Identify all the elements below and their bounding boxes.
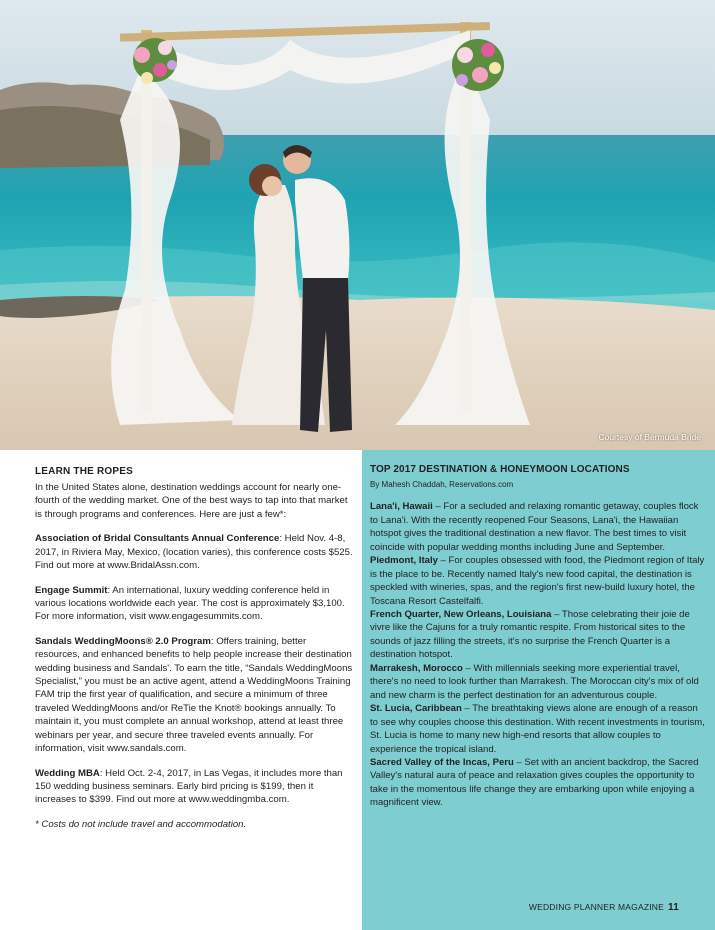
item-name: Engage Summit — [35, 584, 108, 596]
location-name: St. Lucia, Caribbean — [370, 703, 462, 715]
hero-photo — [0, 0, 715, 450]
intro-paragraph: In the United States alone, destination weddings account for nearly one-fourth of the wedding market. One of the best ways to tap into that market is through programs and conferences. Here are just a few*: — [35, 482, 348, 520]
item-name: Wedding MBA — [35, 767, 100, 779]
item-text: : An international, luxury wedding conference held in various locations worldwide each year. The cost is approximately $3,100. For more information, visit www.engagesummits.com. — [35, 584, 345, 623]
location-entry-st-lucia — [370, 702, 706, 756]
wedding-arch-beach-illustration — [0, 0, 715, 450]
location-name: Sacred Valley of the Incas, Peru — [370, 756, 514, 768]
location-text: – For couples obsessed with food, the Piedmont region of Italy is the place to be. Recently named Italy's new food capital, the destination is speckled with wineries, spas, and the region's first new-build luxury hotel, the Toscana Resort Castelfalfi. — [370, 555, 705, 607]
location-text: – For a secluded and relaxing romantic getaway, couples flock to Lana'i. With the recently reopened Four Seasons, Lana'i, the Hawaiian hotspot gives the traditional destination a new flavor. The best times to visit coincide with popular wedding months including June and September. — [370, 501, 699, 553]
location-entry-marrakesh — [370, 662, 706, 702]
location-text: – With millennials seeking more experiential travel, there's no need to look further than Marrakesh. The Moroccan city's mix of old and new charm is the perfect destination for an adventurous couple. — [370, 662, 699, 701]
location-text: – The breathtaking views alone are enough of a reason to see why couples choose this destination. With recent investments in tourism, St. Lucia is home to many new high-end resorts that allow couples to experience the tropical island. — [370, 703, 705, 755]
location-name: Lana'i, Hawaii — [370, 501, 433, 513]
page-footer — [529, 902, 679, 913]
page-number: 11 — [668, 902, 679, 913]
top-locations-sidebar — [362, 450, 715, 930]
item-text: : Offers training, better resources, and enhanced benefits to help people increase their destination wedding business and Sandals'. To earn the title, “Sandals WeddingMoons Specialist,” you must be an active agent, attend a WeddingMoons Training FAM trip the first year of qualification, and secure a minimum of three traveled WeddingMoons and/or ReTie the Knot® bookings annually. To maintain it, you must complete an annual workshop, attend at least three webinars per year, and secure three traveled events annually. For information, visit www.sandals.com. — [35, 635, 353, 755]
location-name: Piedmont, Italy — [370, 555, 438, 567]
item-engage-summit — [35, 584, 353, 624]
location-name: French Quarter, New Orleans, Louisiana — [370, 608, 552, 620]
location-entry-lanai — [370, 500, 706, 554]
item-bridal-consultants — [35, 532, 353, 572]
item-sandals-weddingmoons — [35, 635, 353, 756]
location-name: Marrakesh, Morocco — [370, 662, 463, 674]
learn-the-ropes-heading: LEARN THE ROPES — [35, 466, 134, 477]
magazine-name: WEDDING PLANNER MAGAZINE — [528, 902, 665, 912]
location-text: – Set with an ancient backdrop, the Sacred Valley's natural aura of peace and relaxation gives couples the opportunity to take in the momentous life change they are embarking upon while enjoying a magnificent view. — [370, 756, 699, 809]
item-name: Sandals WeddingMoons® 2.0 Program — [35, 635, 211, 647]
item-name: Association of Bridal Consultants Annual Conference — [35, 533, 280, 545]
location-entry-piedmont — [370, 554, 706, 608]
cost-footnote: * Costs do not include travel and accommodation. — [35, 818, 247, 830]
location-entry-sacred-valley — [370, 756, 706, 810]
location-text: – Those celebrating their joie de vivre like the Cajuns for a truly romantic respite. From historical sites to the sounds of jazz filling the streets, it's no surprise the French Quarter is a destination hotspot. — [370, 608, 690, 661]
byline: By Mahesh Chaddah, Reservations.com — [370, 480, 514, 490]
learn-the-ropes-column — [35, 465, 353, 842]
item-wedding-mba — [35, 767, 353, 807]
flower-bouquet-right — [452, 39, 504, 91]
location-entry-french-quarter — [370, 608, 706, 662]
photo-credit: Courtesy of Bermuda Bride — [598, 432, 701, 442]
item-text: : Held Nov. 4-8, 2017, in Riviera May, Mexico, (location varies), this conference costs $525. Find out more at www.BridalAssn.com. — [35, 533, 353, 572]
top-locations-heading: TOP 2017 DESTINATION & HONEYMOON LOCATIONS — [370, 464, 630, 475]
item-text: : Held Oct. 2-4, 2017, in Las Vegas, it includes more than 150 wedding business seminars. Early bird pricing is $199, then it increases to $399. Find out more at www.weddingmba.com. — [35, 767, 343, 806]
